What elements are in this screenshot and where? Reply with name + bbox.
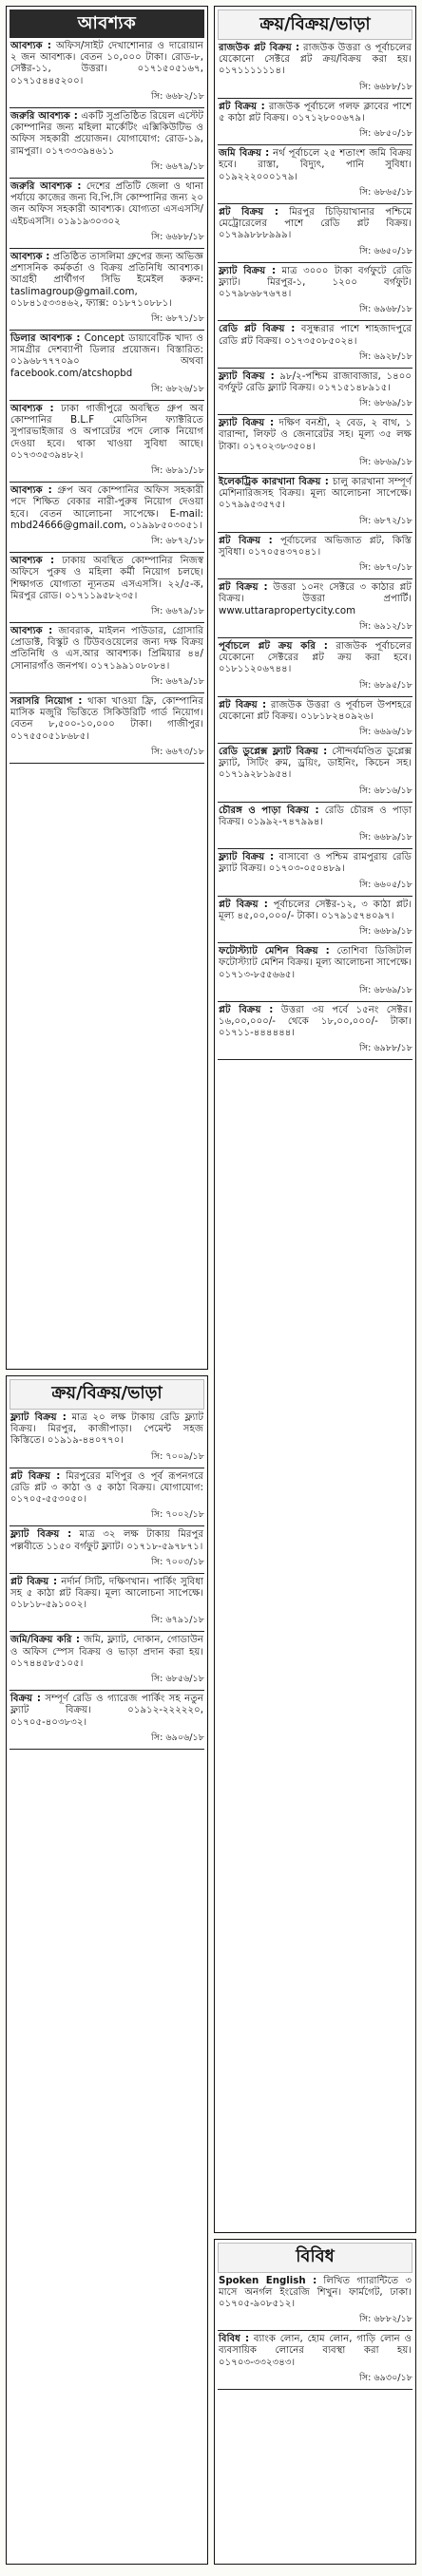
ad-item xyxy=(10,38,204,108)
ad-title: সরাসরি নিয়োগ : xyxy=(10,695,83,707)
ad-body: উত্তরা ৩য় পর্বে ১৫নং সেক্টর। ১৬,০০,০০০/- থেকে ১৮,০০,০০০/- টাকা। ০১৭১১-৪৪৪৪৪৪। xyxy=(219,1004,412,1039)
ad-item xyxy=(10,553,204,623)
ad-item xyxy=(10,179,204,249)
ad-serial: সি: ৬৯১২/১৮ xyxy=(218,619,412,638)
ad-text xyxy=(218,474,412,514)
job-section-header: আবশ্যক xyxy=(10,9,204,38)
ad-body: দক্ষিণ বনশ্রী, ২ বেড, ২ বাথ, ১ বারান্দা, লিফট ও জেনারেটর সহ। মূল্য ৩৫ লক্ষ টাকা। ০১৭০২৩৮৩৫০৪। xyxy=(219,418,412,452)
ad-title: রেডি ডুপ্লেক্স ফ্ল্যাট বিক্রয় : xyxy=(219,746,328,757)
ad-serial: সি: ৬৬৮৮/১৮ xyxy=(218,80,412,99)
ad-text xyxy=(10,38,204,89)
ad-title: ফ্ল্যাট বিক্রয় : xyxy=(219,370,275,382)
ad-title: জরুরি আবশ্যক : xyxy=(10,180,82,192)
ad-item xyxy=(218,2273,412,2332)
ad-body: নর্থ পূর্বাচলে ২৫ শতাংশ জমি বিক্রয় হবে। রাস্তা, বিদ্যুৎ, পানি সুবিধা। ০১৯২২২০০০১৭৯। xyxy=(219,148,412,182)
buy-sell-ads-list-left xyxy=(10,1410,204,1750)
ad-text xyxy=(10,1574,204,1614)
ad-title: প্লট বিক্রয় : xyxy=(10,1576,58,1587)
ad-text xyxy=(10,401,204,464)
left-column xyxy=(6,6,208,2570)
ad-serial: সি: ৬৮১৬/১৮ xyxy=(218,784,412,803)
ad-serial: সি: ৬৬৭৯/১৮ xyxy=(10,160,204,179)
buy-sell-section-header-right: ক্রয়/বিক্রয়/ভাড়া xyxy=(218,9,412,40)
ad-title: প্লট বিক্রয় : xyxy=(10,1470,61,1482)
ad-serial: সি: ৬৬৫০/১৮ xyxy=(218,244,412,263)
ad-body: পূর্বাচলের সেক্টর-১২, ৩ কাঠা প্লট। মূল্য ৪৫,০০,০০০/- টাকা। ০১৭৯১৫৭৪০৯৭। xyxy=(219,899,412,921)
job-section xyxy=(6,6,208,1370)
ad-serial: সি: ৭০০২/১৮ xyxy=(10,1507,204,1526)
ad-text xyxy=(10,483,204,534)
ad-title: প্লট বিক্রয় : xyxy=(219,899,268,910)
ad-body: বাসাবো ও পশ্চিম রামপুরায় রেডি ফ্ল্যাট বিক্রয়। ০১৭০৩-০৫০৪৮৯। xyxy=(219,852,412,875)
ad-title: প্লট বিক্রয় : xyxy=(219,535,273,546)
ad-title: আবশ্যক : xyxy=(10,625,53,636)
ad-text xyxy=(218,579,412,619)
ad-body: প্রতিষ্ঠিত তাসলিমা গ্রুপের জন্য অভিজ্ঞ প্রশাসনিক কর্মকর্তা ও বিক্রয় প্রতিনিধি আবশ্যক। আগ্রহী প্রার্থীগণ সিভি ইমেইল করুন: taslimagroup@gmail.com, ০১৮৪১৫৩৩৪৬২, ফ্যাক্স: ০১৮৭১০৮৮১। xyxy=(10,251,203,309)
ad-body: পূর্বাচলের অভিজাত প্লট, কিস্তি সুবিধা। ০১৭০৫৪৩৭০৪১। xyxy=(219,535,412,558)
ad-body: দেশের প্রতিটি জেলা ও থানা পর্যায়ে কাজের জন্য বি.পি.সি কোম্পানির জন্য ২০ জন অফিস সহকারী আবশ্যক। যোগ্যতা এসএসসি/এইচএসসি। ০১৯১৯৩০৩০২ xyxy=(10,180,203,227)
ad-serial: সি: ৭০০৩/১৮ xyxy=(10,1555,204,1574)
ad-serial: সি: ৬৬৭৯/১৮ xyxy=(10,604,204,623)
ad-serial: সি: ৬৯৮৮/১৮ xyxy=(218,1041,412,1060)
ad-item xyxy=(10,1691,204,1750)
ad-serial: সি: ৬৮২৬/১৮ xyxy=(10,382,204,401)
ad-body: থাকা খাওয়া ফ্রি, কোম্পানির মাসিক মজুরি ভিত্তিতে সিকিউরিটি গার্ড নিয়োগ। বেতন ৮,৫০০-১০,০০০ টাকা। গাজীপুর। ০১৭৫৫০৫১৮৬৮৫। xyxy=(10,695,203,742)
ad-text xyxy=(218,897,412,924)
ad-serial: সি: ৬৮৭২/১৮ xyxy=(218,514,412,533)
ad-text xyxy=(218,204,412,244)
ad-item xyxy=(218,40,412,99)
ad-text xyxy=(10,108,204,160)
ad-item xyxy=(10,401,204,483)
ad-item xyxy=(218,369,412,415)
ad-title: রাজউক প্লট বিক্রয় : xyxy=(219,43,300,53)
ad-text xyxy=(218,99,412,126)
ad-title: প্লট বিক্রয় : xyxy=(219,699,267,710)
ad-title: ফ্ল্যাট বিক্রয় : xyxy=(10,1529,72,1541)
ad-serial: সি: ৭০০৯/১৮ xyxy=(10,1449,204,1468)
ad-text xyxy=(10,179,204,230)
ad-text xyxy=(218,803,412,830)
ad-serial: সি: ৬৬৭৯/১৮ xyxy=(10,674,204,693)
ad-title: রেডি প্লট বিক্রয় : xyxy=(219,324,296,335)
ad-item xyxy=(218,2331,412,2390)
ad-serial: সি: ৬৭৯১/১৮ xyxy=(10,1613,204,1632)
ad-body: Concept ডায়াবেটিক খাদ্য ও সামগ্রীর দেশব্যাপী ডিলার প্রয়োজন। বিস্তারিত: ০১৯৬৮৭৭৭০৯০ অথবা facebook.com/atcshopbd xyxy=(10,332,203,379)
ad-title: প্লট বিক্রয় : xyxy=(219,101,265,112)
ad-title: ফ্ল্যাট বিক্রয় : xyxy=(10,1411,67,1423)
ad-title: Spoken English : xyxy=(219,2275,317,2286)
ad-item xyxy=(218,204,412,263)
ad-text xyxy=(218,40,412,80)
ad-body: অফিস/সাইট দেখাশোনার ও দারোয়ান ২ জন আবশ্যক। বেতন ১০,০০০ টাকা। রোড-৮, সেক্টর-১১, উত্তরা। ০১৭১৫০৫১৬৭, ০১৭১৫৪৪৫২০০। xyxy=(10,41,203,86)
ad-serial: সি: ৬৬৮৮/১৮ xyxy=(10,230,204,249)
ad-item xyxy=(218,99,412,145)
ad-body: সম্পূর্ণ রেডি ও গ্যারেজ পার্কিং সহ নতুন ফ্ল্যাট বিক্রয়। ০১৯১২-২২২২২০, ০১৭০৫-৪০৩৮৩২। xyxy=(10,1694,203,1728)
ad-text xyxy=(218,415,412,455)
ad-text xyxy=(10,249,204,312)
ad-serial: সি: ৬৯০৬/১৮ xyxy=(10,1731,204,1750)
ad-body: চালু কারখানা সম্পূর্ণ মেশিনারিজসহ বিক্রয়। মূল্য আলোচনা সাপেক্ষে। ০১৭৯৯৫৩৫৭৫। xyxy=(219,476,412,511)
ad-body: মিরপুর চিড়িয়াখানার পশ্চিমে মেট্রোরেলের পাশে রেডি প্লট বিক্রয়। ০১৭৯৯৮৮৮৯৯৯। xyxy=(219,206,412,241)
ad-item xyxy=(10,623,204,693)
buy-sell-section-right xyxy=(214,6,416,2233)
ad-title: প্লট বিক্রয় : xyxy=(219,206,278,218)
ad-title: আবশ্যক : xyxy=(10,485,52,497)
ad-serial: সি: ৬৬৯৬/১৮ xyxy=(218,725,412,744)
ad-serial: সি: ৬৮৮২/১৮ xyxy=(218,2312,412,2331)
ad-item xyxy=(218,638,412,697)
ad-text xyxy=(10,1691,204,1731)
ad-text xyxy=(218,369,412,396)
ad-title: আবশ্যক : xyxy=(10,403,54,414)
ad-text xyxy=(10,1468,204,1508)
ad-item xyxy=(218,321,412,368)
ad-body: জাবরাক, মাইলন পাউডার, গ্রোসারি প্রোডাক্ট, বিস্কুট ও টিউবওয়েলের জন্য দক্ষ বিক্রয় প্রতিনিধি ও এস.আর আবশ্যক। প্রিমিয়ার ৪৪/সোনারগাঁও জনপথ। ০১৭১৯৯১০৮০৮৪। xyxy=(10,625,203,672)
ad-title: ফ্ল্যাট বিক্রয় : xyxy=(219,418,275,429)
misc-section xyxy=(214,2239,416,2566)
ad-item xyxy=(218,849,412,896)
ad-serial: সি: ৬৮৬৫/১৮ xyxy=(218,185,412,204)
ad-body: জমি, ফ্ল্যাট, দোকান, গোডাউন ও অফিস স্পেস বিক্রয় ও ভাড়া প্রদান করা হয়। ০১৭৪৪৫৮৫১০৫। xyxy=(10,1635,203,1669)
ad-serial: সি: ৬৮৬৯/১৮ xyxy=(218,396,412,415)
ad-text xyxy=(218,849,412,877)
ad-serial: সি: ৬৮৫০/১৮ xyxy=(218,126,412,145)
ad-body: রাজউক পূর্বাচলে গলফ ক্লাবের পাশে ৫ কাঠা প্লট বিক্রয়। ০১৭১২৮০০৬৭৯। xyxy=(219,101,412,123)
ad-item xyxy=(218,415,412,474)
ad-title: আবশ্যক : xyxy=(10,251,50,262)
ad-item xyxy=(218,943,412,1002)
ad-text xyxy=(10,553,204,604)
ad-title: প্লট বিক্রয় : xyxy=(219,1004,274,1015)
ad-text xyxy=(218,145,412,185)
ad-title: বিবিধ : xyxy=(219,2334,250,2345)
ad-text xyxy=(218,697,412,725)
ad-title: ফটোস্ট্যাট মেশিন বিক্রয় : xyxy=(219,946,330,957)
buy-sell-section-left xyxy=(6,1375,208,2565)
ad-item xyxy=(218,533,412,579)
ad-text xyxy=(218,2273,412,2313)
ad-serial: সি: ৬৯৩০/১৮ xyxy=(218,2371,412,2390)
ad-text xyxy=(10,693,204,745)
right-column xyxy=(214,6,416,2570)
ad-title: বিক্রয় : xyxy=(10,1694,41,1705)
ad-body: সৌন্দর্যমণ্ডিত ডুপ্লেক্স ফ্ল্যাট, সিটিং রুম, ড্রয়িং, ডাইনিং, কিচেন সহ। ০১৭১৯২৮১৯৫৪। xyxy=(219,746,412,781)
ad-serial: সি: ৬৬০৫/১৮ xyxy=(218,878,412,897)
ad-serial: সি: ৬৬৮৯/১৮ xyxy=(218,830,412,849)
ad-item xyxy=(218,803,412,849)
ad-text xyxy=(218,263,412,303)
misc-ads-list xyxy=(218,2273,412,2390)
ad-text xyxy=(10,1410,204,1449)
ad-item xyxy=(10,331,204,401)
ad-item xyxy=(10,108,204,179)
ad-title: ইলেকট্রিক কারখানা বিক্রয় : xyxy=(219,476,329,487)
job-ads-list xyxy=(10,38,204,764)
ad-body: মাত্র ২০ লক্ষ টাকায় রেডি ফ্ল্যাট বিক্রয়। মিরপুর, কাজীপাড়া। পেমেন্ট সহজ কিস্তিতে। ০১৯১৯-৪৪০৭৭০। xyxy=(10,1411,203,1447)
ad-title: জমি/বিক্রয় করি : xyxy=(10,1635,80,1646)
ad-title: আবশ্যক : xyxy=(10,556,55,567)
ad-item xyxy=(218,1002,412,1061)
ad-item xyxy=(10,1574,204,1633)
ad-item xyxy=(218,744,412,803)
ad-title: ফ্ল্যাট বিক্রয় : xyxy=(219,852,275,863)
ad-title: জরুরি আবশ্যক : xyxy=(10,110,78,122)
buy-sell-section-header-left: ক্রয়/বিক্রয়/ভাড়া xyxy=(10,1379,204,1410)
ad-body: ৯৮/২-পশ্চিম রাজাবাজার, ১৪০০ বর্গফুট রেডি ফ্ল্যাট বিক্রয়। ০১৭১৫১৪৮৯১৫। xyxy=(219,370,412,393)
ad-body: উত্তরা ১০নং সেক্টরে ৩ কাঠার প্লট বিক্রয়। উত্তরা প্রপার্টি। www.uttarapropertycity.com xyxy=(219,582,412,616)
ad-serial: সি: ৬৮৭২/১৮ xyxy=(10,534,204,553)
ad-serial: সি: ৬৮৭০/১৮ xyxy=(218,560,412,579)
ad-body: ঢাকা গাজীপুরে অবস্থিত গ্রুপ অব কোম্পানির B.L.F মেডিসিন ফ্যাক্টরিতে সুপারভাইজার ও অপারেটর পদে লোক নিয়োগ দেওয়া হবে। থাকা খাওয়া সুবিধা আছে। ০১৭৩৩৫৩৯৪৮২। xyxy=(10,403,203,461)
ad-body: মাত্র ৩০০০ টাকা বর্গফুটে রেডি ফ্ল্যাট। মিরপুর-১, ১২০০ বর্গফুট। ০১৭৯৮৬৮৭৬৭৪। xyxy=(219,265,412,300)
ad-item xyxy=(10,1468,204,1527)
ad-body: লিখিত গ্যারান্টিতে ৩ মাসে অনর্গল ইংরেজি শিখুন। ফার্মগেট, ঢাকা। ০১৭০৫-৯০৮৫১২। xyxy=(219,2275,412,2309)
ad-text xyxy=(10,1526,204,1554)
ad-item xyxy=(10,249,204,331)
ad-item xyxy=(218,579,412,638)
ad-serial: সি: ৬৬৭৩/১৮ xyxy=(10,745,204,764)
ad-body: তোশিবা ডিজিটাল ফটোস্ট্যাট মেশিন বিক্রয়। মূল্য আলোচনা সাপেক্ষে। ০১৭১৩-৮৫৫৬৬৫। xyxy=(219,946,412,980)
ad-body: বসুন্ধরার পাশে শাহজাদপুরে রেডি প্লট বিক্রয়। ০১৭৩৫০৮৫০২৪। xyxy=(219,324,412,347)
ad-body: একটি সুপ্রতিষ্ঠিত রিয়েল এস্টেট কোম্পানির জন্য মহিলা মার্কেটিং এক্সিকিউটিভ ও অফিস সহকারী প্রয়োজন। যোগাযোগ: রোড-১৯, রামপুরা। ০১৭৩৩৩৯৪৬১১ xyxy=(10,110,203,157)
buy-sell-ads-list-right xyxy=(218,40,412,1060)
ad-text xyxy=(218,638,412,678)
ad-serial: সি: ৬৯৬৮/১৮ xyxy=(218,302,412,321)
ad-serial: সি: ৬৮৬৯/১৮ xyxy=(218,983,412,1002)
ad-serial: সি: ৬৮৯৫/১৮ xyxy=(218,678,412,697)
ad-text xyxy=(218,943,412,983)
ad-item xyxy=(10,1632,204,1691)
ad-serial: সি: ৬৯২৮/১৮ xyxy=(218,350,412,369)
ad-body: ঢাকায় অবস্থিত কোম্পানির নিজস্ব অফিসে পুরুষ ও মহিলা কর্মী নিয়োগ চলছে। শিক্ষাগত যোগ্যতা ন্যূনতম এসএসসি। ২২/৫-ক, মিরপুর রোড। ০১৭১১৯৫৮২৩৫। xyxy=(10,556,203,601)
ad-serial: সি: ৬৬৮২/১৮ xyxy=(10,89,204,108)
ad-serial: সি: ৬৮৬৯/১৮ xyxy=(218,455,412,474)
ad-body: নর্দার্ন সিটি, দক্ষিণখান। পার্কিং সুবিধা সহ ৫ কাঠা প্লট বিক্রয়। মূল্য আলোচনা সাপেক্ষে। ০১৮১৮-৫৯১০০২। xyxy=(10,1576,203,1611)
ad-title: ডিলার আবশ্যক : xyxy=(10,332,81,344)
ad-item xyxy=(218,263,412,322)
ad-title: জমি বিক্রয় : xyxy=(219,148,270,160)
ad-serial: সি: ৬৮৭১/১৮ xyxy=(10,312,204,331)
ad-body: গ্রুপ অব কোম্পানির অফিস সহকারী পদে শিক্ষিত বেকার নারী-পুরুষ নিয়োগ দেওয়া হবে। বেতন আলোচনা সাপেক্ষে। E-mail: mbd24666@gmail.com, ০১৯৯৮৫০৩০৫১। xyxy=(10,485,203,531)
ad-serial: সি: ৬৮৯১/১৮ xyxy=(10,464,204,483)
ad-text xyxy=(218,744,412,784)
ad-body: রাজউক উত্তরা ও পূর্বাচল উপশহরে যেকোনো প্লট বিক্রয়। ০১৮১৮২৪০৯২৬। xyxy=(219,699,412,722)
ad-title: চৌরঙ্গ ও পাড়া বিক্রয় : xyxy=(219,805,319,816)
ad-text xyxy=(218,321,412,349)
ad-text xyxy=(218,2331,412,2371)
ad-item xyxy=(218,145,412,204)
ad-text xyxy=(218,1002,412,1042)
ad-title: ফ্ল্যাট বিক্রয় : xyxy=(219,265,277,276)
ad-serial: সি: ৬৬৮৯/১৮ xyxy=(218,924,412,943)
ad-serial: সি: ৬৮৫৬/১৮ xyxy=(10,1672,204,1691)
ad-body: রাজউক উত্তরা ও পূর্বাচলের যেকোনো সেক্টরে প্লট ক্রয়/বিক্রয় করা হয়। ০১৭১১১১১১৪। xyxy=(219,43,412,77)
ad-title: আবশ্যক : xyxy=(10,41,51,51)
ad-text xyxy=(218,533,412,560)
ad-item xyxy=(10,1526,204,1573)
ad-item xyxy=(218,474,412,533)
ad-text xyxy=(10,1632,204,1672)
ad-body: মিরপুরের মণিপুর ও পূর্ব রূপনগরে রেডি প্লট ৩ কাঠা ও ৫ কাঠা বিক্রয়। যোগাযোগ: ০১৭০৫-৫৫৩০৫০। xyxy=(10,1470,203,1506)
ad-item xyxy=(10,693,204,764)
ad-body: মাত্র ৩২ লক্ষ টাকায় মিরপুর পল্লবীতে ১১৫০ বর্গফুট ফ্ল্যাট। ০১৭১৮-৫৯৭৮৭১। xyxy=(10,1529,203,1552)
ad-title: প্লট বিক্রয় : xyxy=(219,582,268,594)
ad-title: পূর্বাচলে প্লট ক্রয় করি : xyxy=(219,640,328,652)
ad-body: রেডি চৌরঙ্গ ও পাড়া বিক্রয়। ০১৯৯২-৭৪৭৯৯৪। xyxy=(219,805,412,827)
ad-item xyxy=(218,697,412,744)
ad-text xyxy=(10,331,204,382)
ad-text xyxy=(10,623,204,674)
misc-section-header: বিবিধ xyxy=(218,2243,412,2273)
ad-body: রাজউক পূর্বাচলের যেকোনো সেক্টরের প্লট ক্রয় করা হবে। ০১৮১১২০৬৭৪৪। xyxy=(219,640,412,675)
ad-item xyxy=(10,1410,204,1468)
ad-body: ব্যাংক লোন, হোম লোন, গাড়ি লোন ও ব্যবসায়িক লোনের ব্যবস্থা করা হয়। ০১৭০৩-৩৩২৩৪৩। xyxy=(219,2334,412,2368)
ad-item xyxy=(10,483,204,553)
ad-item xyxy=(218,897,412,943)
